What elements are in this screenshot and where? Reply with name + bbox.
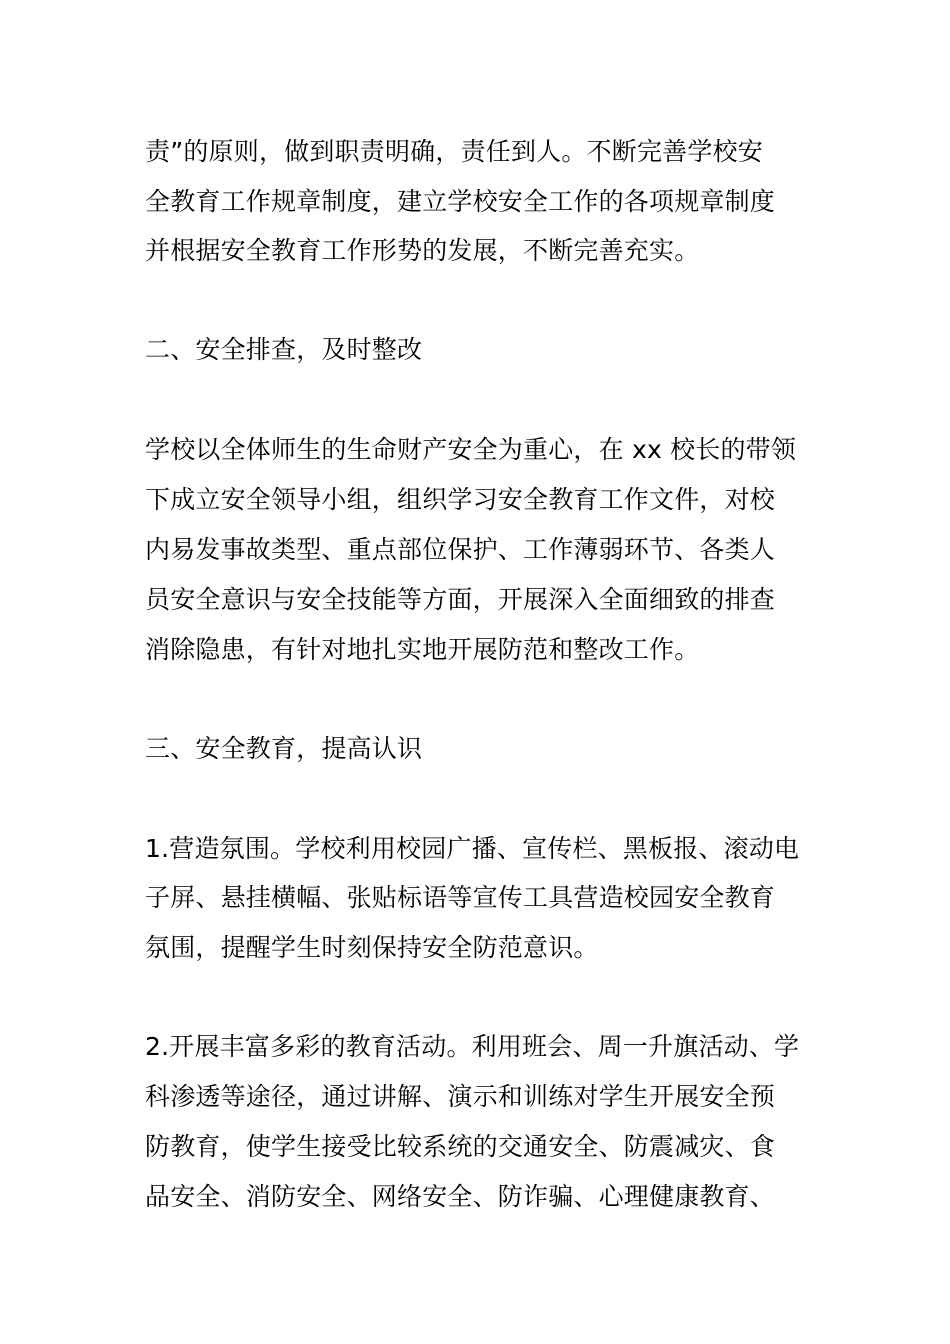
paragraph-line: 学校以全体师生的生命财产安全为重心，在 xx 校长的带领 xyxy=(145,435,797,464)
paragraph-line: 全教育工作规章制度，建立学校安全工作的各项规章制度 xyxy=(145,187,776,216)
section-heading: 三、安全教育，提高认识 xyxy=(145,734,423,763)
paragraph-line: 氛围，提醒学生时刻保持安全防范意识。 xyxy=(145,933,599,962)
paragraph-line: 消除隐患，有针对地扎实地开展防范和整改工作。 xyxy=(145,635,700,664)
paragraph-line: 下成立安全领导小组，组织学习安全教育工作文件，对校 xyxy=(145,485,776,514)
paragraph-line: 科渗透等途径，通过讲解、演示和训练对学生开展安全预 xyxy=(145,1082,776,1111)
section-heading: 二、安全排查，及时整改 xyxy=(145,335,423,364)
paragraph-line: 品安全、消防安全、网络安全、防诈骗、心理健康教育、 xyxy=(145,1182,776,1211)
paragraph-line: 员安全意识与安全技能等方面，开展深入全面细致的排查 xyxy=(145,585,776,614)
paragraph-line: 1.营造氛围。学校利用校园广播、宣传栏、黑板报、滚动电 xyxy=(145,834,800,863)
paragraph-line: 防教育，使学生接受比较系统的交通安全、防震减灾、食 xyxy=(145,1132,776,1161)
paragraph-line: 子屏、悬挂横幅、张贴标语等宣传工具营造校园安全教育 xyxy=(145,883,776,912)
paragraph-line: 并根据安全教育工作形势的发展，不断完善充实。 xyxy=(145,236,700,265)
paragraph-line: 内易发事故类型、重点部位保护、工作薄弱环节、各类人 xyxy=(145,535,776,564)
paragraph-line: 责”的原则，做到职责明确，责任到人。不断完善学校安 xyxy=(145,137,763,166)
paragraph-line: 2.开展丰富多彩的教育活动。利用班会、周一升旗活动、学 xyxy=(145,1032,800,1061)
